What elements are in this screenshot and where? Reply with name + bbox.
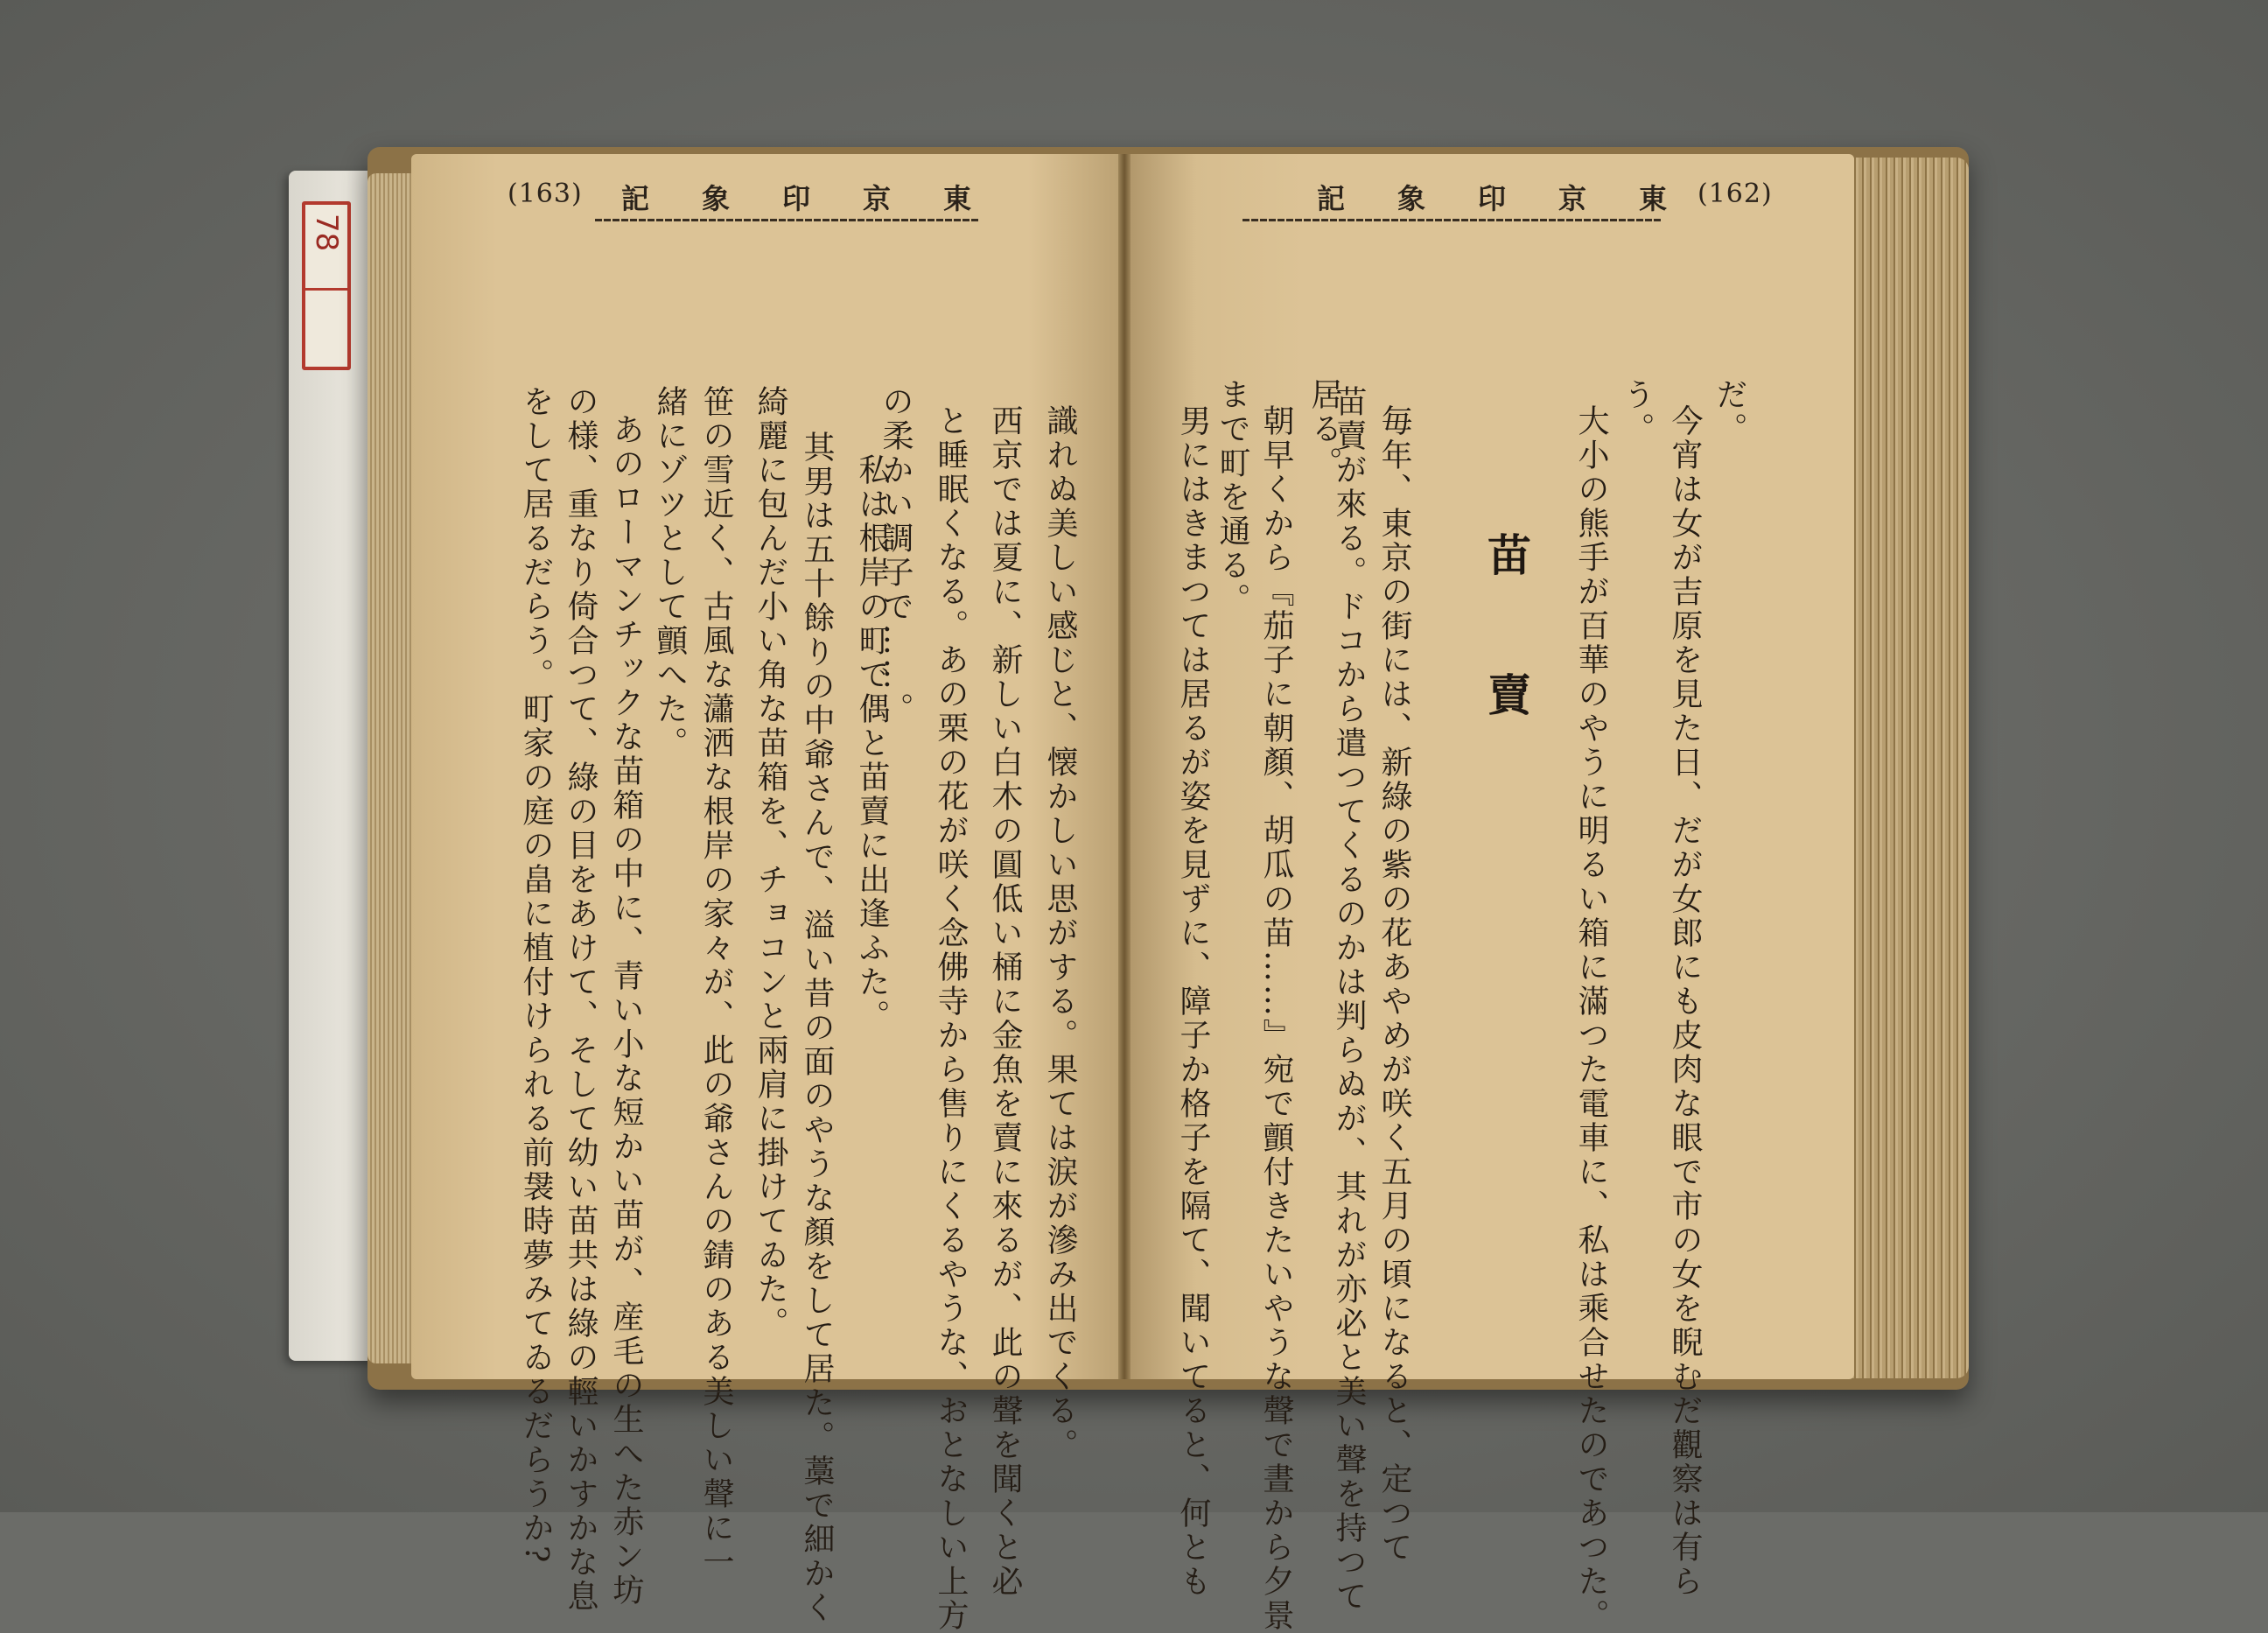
right-text-column: 居る。	[1306, 378, 1342, 480]
right-page-number: (162)	[1698, 179, 1773, 209]
left-page-header	[508, 177, 998, 221]
left-text-column: の様、重なり倚合つて、綠の目をあけて、そして幼い苗共は綠の輕いかすかな息	[563, 385, 598, 1614]
book-gutter	[1118, 154, 1130, 1379]
left-text-column: 私は根岸の町で偶と苗賣に出逢ふた。	[854, 453, 890, 1034]
right-text-column: 朝早くから『茄子に朝顏、胡瓜の苗……』宛で顫付きたいやうな聲で晝から夕景	[1258, 404, 1294, 1633]
right-text-column: 男にはきまつては居るが姿を見ずに、障子か格子を隔て、聞いてると、何とも	[1175, 404, 1211, 1599]
title-char: 印	[1477, 182, 1506, 215]
left-text-column: あのローマンチックな苗箱の中に、青い小な短かい苗が、産毛の生へた赤ン坊	[608, 413, 644, 1608]
title-char: 東	[1638, 182, 1667, 215]
title-char: 記	[621, 182, 650, 215]
left-text-column: 其男は五十餘りの中爺さんで、溢い昔の面のやうな顏をして居た。藁で細かく	[799, 431, 835, 1625]
left-text-column: 緒にゾツとして顫へた。	[652, 385, 688, 760]
right-text-column: 今宵は女が吉原を見た日、だが女郎にも皮肉な眼で市の女を睨むだ觀察は有ら	[1667, 404, 1703, 1599]
left-page-number: (163)	[508, 179, 583, 209]
left-text-column: と睡眠くなる。あの栗の花が咲く念佛寺から售りにくるやうな、おとなしい上方	[933, 404, 969, 1633]
section-heading: 苗賣	[1480, 532, 1532, 812]
title-char: 象	[701, 182, 730, 215]
right-page-header	[1242, 177, 1773, 221]
right-text-column: 苗賣が來る。ドコから遣つてくるのかは判らぬが、其れが亦必と美い聲を持つて	[1331, 385, 1367, 1614]
right-text-column: う。	[1619, 378, 1655, 446]
left-running-title	[621, 177, 971, 217]
title-char: 東	[942, 182, 971, 215]
left-text-column: 綺麗に包んだ小い角な苗箱を、チョコンと兩肩に掛けてゐた。	[752, 385, 788, 1341]
left-header-rule	[595, 219, 980, 221]
title-char: 京	[862, 182, 891, 215]
title-char: 京	[1558, 182, 1586, 215]
title-char: 印	[781, 182, 810, 215]
right-text-column: 毎年、東京の街には、新綠の紫の花あやめが咲く五月の頃になると、定つて	[1376, 404, 1412, 1565]
page-edges-left	[368, 173, 416, 1363]
right-text-column: だ。	[1712, 378, 1747, 446]
right-header-rule	[1242, 219, 1662, 221]
left-text-column: 笹の雪近く、古風な瀟洒な根岸の家々が、此の爺さんの錆のある美しい聲に一	[698, 385, 734, 1580]
right-running-title	[1317, 177, 1667, 217]
right-text-column: 大小の熊手が百華のやうに明るい箱に滿つた電車に、私は乘合せたのであつた。	[1573, 404, 1609, 1633]
right-text-column: まで町を通る。	[1214, 378, 1250, 617]
title-char: 象	[1396, 182, 1425, 215]
call-number-label	[302, 201, 351, 370]
page-edges-right	[1851, 158, 1969, 1378]
title-char: 記	[1317, 182, 1346, 215]
left-text-column: 識れぬ美しい感じと、懐かしい思がする。果ては涙が滲み出でくる。	[1042, 404, 1078, 1462]
left-text-column: をして居るだらう。町家の庭の畠に植付けられる前袰時夢みてゐるだらうか?	[518, 385, 554, 1566]
left-text-column: の柔かい調子で……。	[878, 385, 914, 726]
call-number: 78	[309, 214, 344, 252]
left-text-column: 西京では夏に、新しい白木の圓低い桶に金魚を賣に來るが、此の聲を聞くと必	[987, 404, 1023, 1599]
label-divider	[305, 288, 347, 291]
